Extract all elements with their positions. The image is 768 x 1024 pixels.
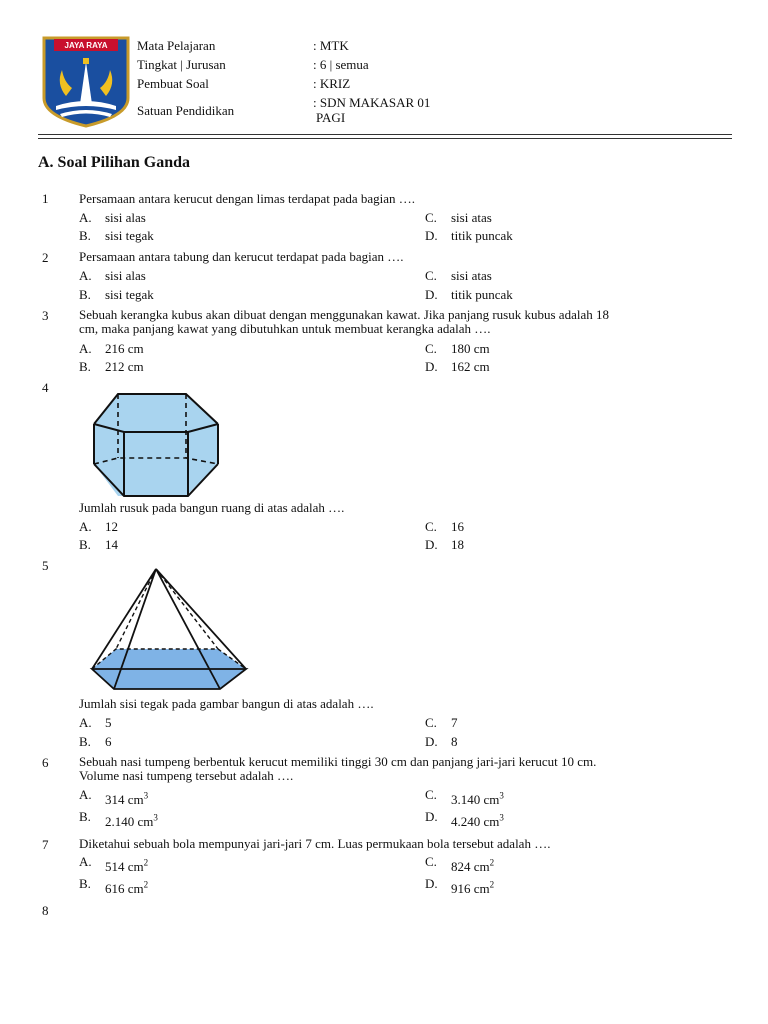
question-number-4: 4 <box>42 380 49 395</box>
question-7-option-a[interactable]: A. 514 $cm^2$ <box>79 854 149 874</box>
question-4-option-d[interactable]: D. 18 <box>425 537 464 552</box>
jakarta-logo <box>42 36 130 128</box>
question-2-option-a[interactable]: A. sisi alas <box>79 268 146 283</box>
header-value-mata-pelajaran: : MTK <box>313 38 349 53</box>
question-number-2: 2 <box>42 250 49 265</box>
question-5-option-b[interactable]: B. 6 <box>79 734 112 749</box>
question-number-7: 7 <box>42 837 49 852</box>
header-label-mata-pelajaran: Mata Pelajaran <box>137 38 216 53</box>
hexagonal-pyramid-figure <box>86 565 252 693</box>
question-5-option-c[interactable]: C. 7 <box>425 715 458 730</box>
question-5-option-a[interactable]: A. 5 <box>79 715 112 730</box>
question-number-5: 5 <box>42 558 49 573</box>
question-3-option-d[interactable]: D. 162 cm <box>425 359 490 374</box>
question-4-option-c[interactable]: C. 16 <box>425 519 464 534</box>
question-number-1: 1 <box>42 191 49 206</box>
header-value-satuan-pendidikan: : SDN MAKASAR 01 <box>313 95 431 110</box>
header-value-tingkat-jurusan: : 6 | semua <box>313 57 369 72</box>
question-2-option-b[interactable]: B. sisi tegak <box>79 287 154 302</box>
question-1-option-a[interactable]: A. sisi alas <box>79 210 146 225</box>
header-value-pembuat-soal: : KRIZ <box>313 76 351 91</box>
question-5-option-d[interactable]: D. 8 <box>425 734 458 749</box>
question-text-6-line1: Sebuah nasi tumpeng berbentuk kerucut memiliki tinggi 30 cm dan panjang jari-jari kerucut 10 cm. <box>79 754 597 769</box>
header-label-tingkat-jurusan: Tingkat | Jurusan <box>137 57 226 72</box>
question-1-option-d[interactable]: D. titik puncak <box>425 228 513 243</box>
question-3-option-b[interactable]: B. 212 cm <box>79 359 144 374</box>
header-rule-thin <box>38 138 732 139</box>
header-label-satuan-pendidikan: Satuan Pendidikan <box>137 103 235 118</box>
question-2-option-d[interactable]: D. titik puncak <box>425 287 513 302</box>
header-rule-thick <box>38 134 732 135</box>
hexagonal-prism-figure <box>88 388 224 500</box>
question-4-option-a[interactable]: A. 12 <box>79 519 118 534</box>
logo-lettering: JAYA RAYA <box>64 41 108 50</box>
question-3-option-c[interactable]: C. 180 cm <box>425 341 490 356</box>
header-value-satuan-pendidikan-line2: PAGI <box>316 110 346 125</box>
header-label-pembuat-soal: Pembuat Soal <box>137 76 209 91</box>
question-6-option-d[interactable]: D. 4.240 $cm^3$ <box>425 809 504 829</box>
question-2-option-c[interactable]: C. sisi atas <box>425 268 492 283</box>
question-text-3-line1: Sebuah kerangka kubus akan dibuat dengan menggunakan kawat. Jika panjang rusuk kubus adalah 18 <box>79 307 609 322</box>
question-text-7: Diketahui sebuah bola mempunyai jari-jari 7 cm. Luas permukaan bola tersebut adalah …. <box>79 836 551 851</box>
question-1-option-c[interactable]: C. sisi atas <box>425 210 492 225</box>
question-4-option-b[interactable]: B. 14 <box>79 537 118 552</box>
question-1-option-b[interactable]: B. sisi tegak <box>79 228 154 243</box>
question-6-option-a[interactable]: A. 314 $cm^3$ <box>79 787 149 807</box>
question-6-option-b[interactable]: B. 2.140 $cm^3$ <box>79 809 158 829</box>
question-text-1: Persamaan antara kerucut dengan limas terdapat pada bagian …. <box>79 191 416 206</box>
question-7-option-b[interactable]: B. 616 $cm^2$ <box>79 876 149 896</box>
question-number-3: 3 <box>42 308 49 323</box>
question-number-6: 6 <box>42 755 49 770</box>
question-7-option-c[interactable]: C. 824 $cm^2$ <box>425 854 495 874</box>
question-6-option-c[interactable]: C. 3.140 $cm^3$ <box>425 787 504 807</box>
question-3-option-a[interactable]: A. 216 cm <box>79 341 144 356</box>
section-title: A. Soal Pilihan Ganda <box>38 154 191 171</box>
question-text-3-line2: cm, maka panjang kawat yang dibutuhkan untuk membuat kerangka adalah …. <box>79 321 491 336</box>
question-7-option-d[interactable]: D. 916 $cm^2$ <box>425 876 495 896</box>
question-text-4: Jumlah rusuk pada bangun ruang di atas adalah …. <box>79 500 345 515</box>
question-text-6-line2: Volume nasi tumpeng tersebut adalah …. <box>79 768 294 783</box>
question-number-8: 8 <box>42 903 49 918</box>
question-text-5: Jumlah sisi tegak pada gambar bangun di atas adalah …. <box>79 696 374 711</box>
question-text-2: Persamaan antara tabung dan kerucut terdapat pada bagian …. <box>79 249 404 264</box>
